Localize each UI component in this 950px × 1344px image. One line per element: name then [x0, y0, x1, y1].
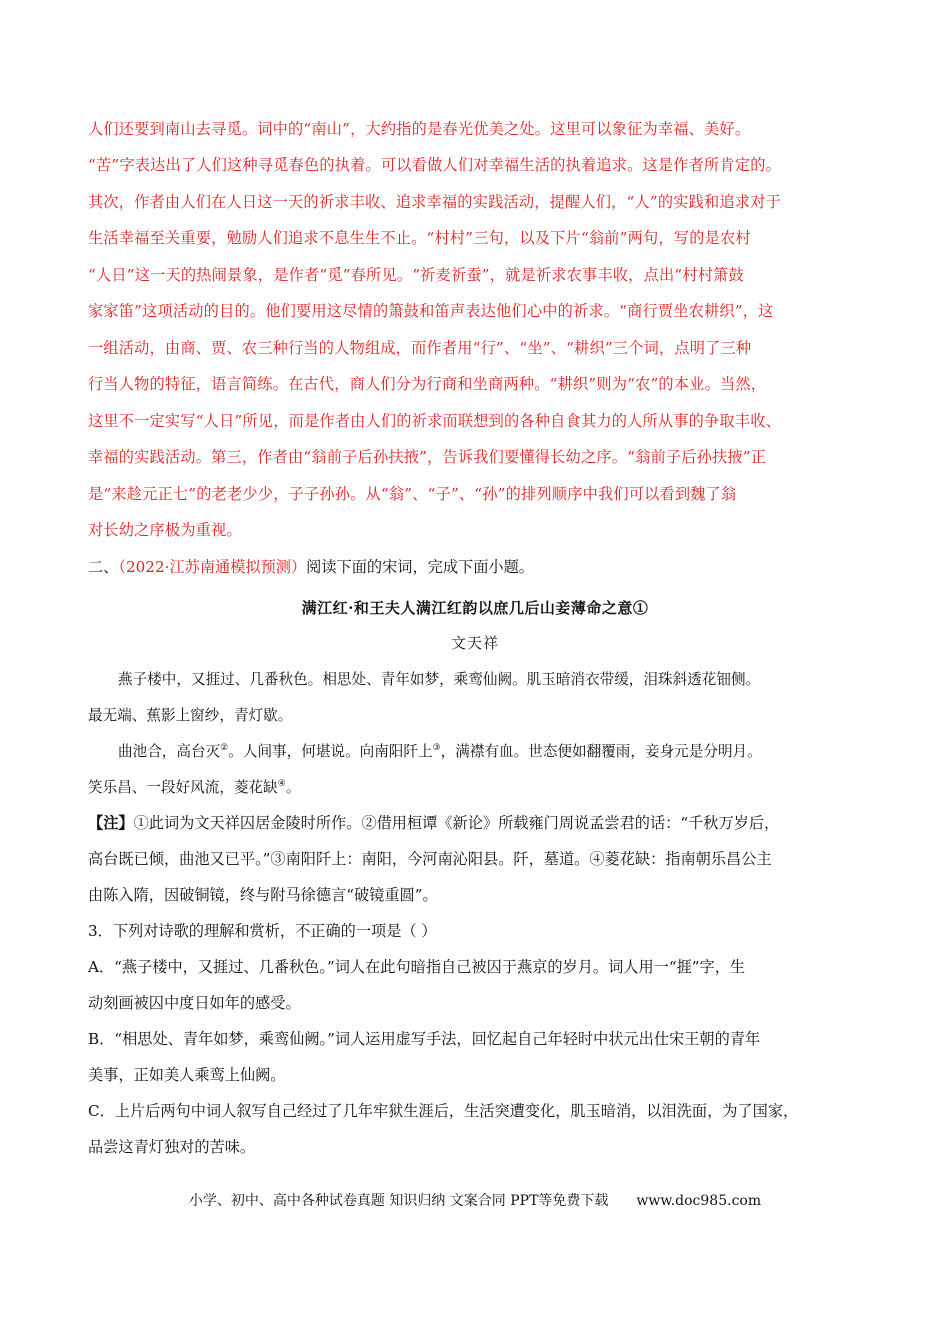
analysis-line: 这里不一定实写“人日”所见，而是作者由人们的祈求而联想到的各种自食其力的人所从事的争取丰收、: [88, 412, 781, 430]
analysis-line: “人日”这一天的热闹景象，是作者“觅”春所见。“祈麦祈蚕”，就是祈求农事丰收，点出“村村箫鼓: [88, 266, 744, 284]
poem-stanza-line: 笑乐昌、一段好风流，菱花缺④。: [88, 779, 301, 796]
option-c-cont: 品尝这青灯独对的苦味。: [88, 1138, 256, 1156]
option-b: B．“相思处、青年如梦，乘鸾仙阙。”词人运用虚写手法，回忆起自己年轻时中状元出仕宋王朝的青年: [88, 1030, 761, 1048]
analysis-line: 生活幸福至关重要，勉励人们追求不息生生不止。“村村”三句，以及下片“翁前”两句，写的是农村: [88, 229, 751, 247]
footnote-marker: ②: [220, 743, 229, 754]
analysis-line: 幸福的实践活动。第三，作者由“翁前子后孙扶掖”，告诉我们要懂得长幼之序。“翁前子后孙扶掖”正: [88, 448, 767, 466]
note-text: ①此词为文天祥囚居金陵时所作。②借用桓谭《新论》所载雍门周说孟尝君的话：“千秋万岁后，: [133, 814, 780, 832]
note-text: 由陈入隋，因破铜镜，终与附马徐德言“破镜重圆”。: [88, 886, 438, 904]
poem-title: 满江红·和王夫人满江红韵以庶几后山妾薄命之意①: [301, 599, 649, 617]
analysis-line: 一组活动，由商、贾、农三种行当的人物组成，而作者用“行”、“坐”、“耕织”三个词，点明了三种: [88, 339, 752, 357]
page-footer: [0, 1190, 950, 1210]
poem-author: 文天祥: [450, 634, 499, 652]
section-number: 二、: [88, 558, 119, 576]
footnote-marker: ③: [432, 743, 441, 754]
section-instruction: 阅读下面的宋词，完成下面小题。: [306, 558, 534, 576]
footnote-marker: ④: [277, 779, 286, 790]
poem-stanza-line: 燕子楼中，又捱过、几番秋色。相思处、青年如梦，乘鸾仙阙。肌玉暗消衣带缓，泪珠斜透花钿侧。: [118, 671, 761, 688]
analysis-line: “苦”字表达出了人们这种寻觅春色的执着。可以看做人们对幸福生活的执着追求。这是作者所肯定的。: [88, 156, 781, 174]
analysis-line: 对长幼之序极为重视。: [88, 521, 242, 539]
option-c: C．上片后两句中词人叙写自己经过了几年牢狱生涯后，生活突遭变化，肌玉暗消，以泪洗面，为了国家，: [88, 1102, 799, 1120]
section-heading: [88, 556, 534, 577]
question-stem: 3．下列对诗歌的理解和赏析，不正确的一项是（ ）: [88, 922, 437, 940]
analysis-line: 行当人物的特征，语言简练。在古代，商人们分为行商和坐商两种。“耕织”则为“农”的本业。当然，: [88, 375, 767, 393]
note-text: 高台既已倾，曲池又已平。”③南阳阡上：南阳，今河南沁阳县。阡，墓道。④菱花缺：指南朝乐昌公主: [88, 850, 772, 868]
option-a: A．“燕子楼中，又捱过、几番秋色。”词人在此句暗指自己被囚于燕京的岁月。词人用一“捱”字，生: [88, 958, 746, 976]
note-label: 【注】: [88, 814, 134, 832]
analysis-line: 是“来趁元正七”的老老少少，子子孙孙。从“翁”、“子”、“孙”的排列顺序中我们可以看到魏了翁: [88, 485, 737, 503]
poem-stanza-line: 最无端、蕉影上窗纱，青灯歇。: [88, 707, 293, 724]
analysis-line: 家家笛”这项活动的目的。他们要用这尽情的箫鼓和笛声表达他们心中的祈求。“商行贾坐农耕织”，这: [88, 302, 774, 320]
footer-text: 小学、初中、高中各种试卷真题 知识归纳 文案合同 PPT等免费下载: [188, 1193, 609, 1209]
poem-stanza-line: 曲池合，高台灭②。人间事，何堪说。向南阳阡上③，满襟有血。世态便如翻覆雨，妾身元是分明月。: [118, 743, 762, 760]
option-a-cont: 动刻画被囚中度日如年的感受。: [88, 994, 301, 1012]
option-b-cont: 美事，正如美人乘鸾上仙阙。: [88, 1066, 286, 1084]
footer-site[interactable]: www.doc985.com: [636, 1193, 762, 1209]
section-source: （2022·江苏南通模拟预测）: [118, 558, 307, 576]
analysis-line: 人们还要到南山去寻觅。词中的“南山”，大约指的是春光优美之处。这里可以象征为幸福、美好。: [88, 120, 751, 138]
analysis-line: 其次，作者由人们在人日这一天的祈求丰收、追求幸福的实践活动，提醒人们，“人”的实践和追求对于: [88, 193, 781, 211]
